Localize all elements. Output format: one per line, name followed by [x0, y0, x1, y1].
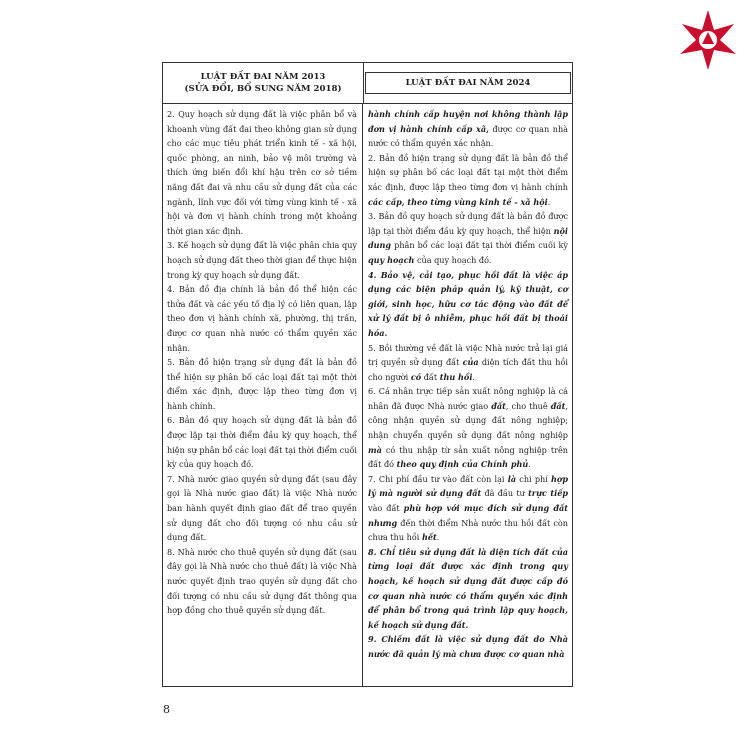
law-2024-paragraph	[368, 268, 568, 341]
law-2024-text-run: 3. Bản đồ quy hoạch sử dụng đất là bản đồ được lập tại thời điểm đầu kỳ quy hoạch, thể hiện	[368, 211, 568, 236]
law-2024-text-run: 4. Bảo vệ, cải tạo, phục hồi đất là việc áp dụng các biện pháp quản lý, kỹ thuật, cơ giới, sinh học, hữu cơ tác động vào đất để xử lý đất bị ô nhiễm, phục hồi đất bị thoái hóa.	[368, 269, 568, 338]
law-2024-paragraph	[368, 472, 568, 545]
law-2013-text-run: 2. Quy hoạch sử dụng đất là việc phân bổ và khoanh vùng đất đai theo không gian sử dụng cho các mục tiêu phát triển kinh tế - xã hội, quốc phòng, an ninh, bảo vệ môi trường và thích ứng biến đổi khí hậu trên cơ sở tiềm năng đất đai và nhu cầu sử dụng đất của các ngành, lĩnh vực đối với từng vùng kinh tế - xã hội và đơn vị hành chính trong một khoảng thời gian xác định.	[167, 109, 357, 236]
law-2013-text-run: 3. Kế hoạch sử dụng đất là việc phân chia quy hoạch sử dụng đất theo thời gian để thực hiện trong kỳ quy hoạch sử dụng đất.	[167, 240, 357, 280]
law-2024-text-run: có	[410, 371, 422, 382]
law-2024-paragraph	[368, 209, 568, 267]
law-2024-text-run: 6. Cá nhân trực tiếp sản xuất nông nghiệp là cá nhân đã được Nhà nước giao	[368, 386, 568, 411]
table-body-row	[163, 104, 572, 686]
law-2013-text-run: 8. Nhà nước cho thuê quyền sử dụng đất (sau đây gọi là Nhà nước cho thuê đất) là việc Nhà nước quyết định trao quyền sử dụng đất cho đối tượng có nhu cầu sử dụng đất thông qua hợp đồng cho thuê quyền sử dụng đất.	[167, 546, 357, 616]
law-2024-paragraph	[368, 341, 568, 385]
law-2024-text-run: đã đầu tư	[481, 488, 529, 499]
law-2024-text-run: là	[507, 473, 517, 484]
header-law-2013	[163, 63, 364, 103]
law-2024-paragraph	[368, 545, 568, 633]
law-2024-text-run: phân bổ các loại đất tại thời điểm cuối kỳ	[391, 240, 568, 251]
law-2024-text-run: của	[462, 357, 479, 368]
law-2013-text-run: 6. Bản đồ quy hoạch sử dụng đất là bản đồ được lập tại thời điểm đầu kỳ quy hoạch, thể hiện sự phân bổ các loại đất tại thời điểm cuối kỳ của quy hoạch đó.	[167, 415, 357, 470]
law-2013-text-run: 4. Bản đồ địa chính là bản đồ thể hiện các thửa đất và các yếu tố địa lý có liên quan, lập theo đơn vị hành chính xã, phường, thị trấn, được cơ quan nhà nước có thẩm quyền xác nhận.	[167, 284, 357, 353]
law-2024-text-run: 8. Chỉ tiêu sử dụng đất là diện tích đất của từng loại đất được xác định trong quy hoạch, kế hoạch sử dụng đất được cấp đó cơ quan nhà nước có thẩm quyền xác định để phân bổ trong quá trình lập quy hoạch, kế hoạch sử dụng đất.	[368, 546, 568, 630]
law-2024-text-run: hết	[421, 532, 437, 543]
header-law-2013-subtitle: (SỬA ĐỔI, BỔ SUNG NĂM 2018)	[184, 84, 342, 94]
law-2024-text-run: vào đất	[368, 503, 404, 514]
law-2024-paragraph	[368, 384, 568, 472]
law-2024-text-run: đất	[550, 400, 566, 411]
law-2024-text-run: 2. Bản đồ hiện trạng sử dụng đất là bản đồ thể hiện sự phân bố các loại đất tại một thời điểm xác định, được lập theo từng đơn vị hành chính	[368, 152, 568, 192]
law-2024-text-run: đất	[491, 400, 506, 411]
law-2013-text-run: 5. Bản đồ hiện trạng sử dụng đất là bản đồ thể hiện sự phân bố các loại đất tại một thời điểm xác định, được lập theo từng đơn vị hành chính.	[167, 357, 357, 411]
law-2013-paragraph	[167, 107, 357, 238]
table-header-row	[163, 63, 572, 104]
header-law-2024-title: LUẬT ĐẤT ĐAI NĂM 2024	[365, 72, 572, 94]
law-2024-text-run: , công nhận quyền sử dụng đất nông nghiệp; nhận chuyển quyền sử dụng đất nông nghiệp	[368, 400, 568, 441]
comparison-table	[162, 62, 573, 687]
law-2024-text-run: diện tích đất thu hồi cho người	[368, 357, 568, 382]
law-2013-paragraph	[167, 545, 357, 618]
law-2024-text-run: .	[472, 371, 475, 382]
law-2024-text-run: của quy hoạch đó.	[414, 254, 492, 265]
header-law-2013-title: LUẬT ĐẤT ĐAI NĂM 2013	[200, 72, 326, 82]
law-2024-text-run: mà	[368, 444, 382, 455]
law-2024-text-run: .	[528, 459, 531, 470]
law-2024-text-run: theo quy định của Chính phủ	[396, 459, 529, 470]
law-2024-text-run: hành chính cấp huyện nơi không thành lập đơn vị hành chính cấp xã,	[368, 109, 568, 134]
law-2024-text-run: chi phí	[516, 473, 552, 484]
law-2024-text-run: phù hợp với mục đích sử dụng đất nhưng	[368, 503, 569, 528]
law-2024-text-run: các cấp, theo từng vùng kinh tế - xã hội	[368, 196, 548, 207]
header-law-2024	[364, 63, 572, 103]
law-2024-text-run: 7. Chi phí đầu tư vào đất còn lại	[368, 473, 508, 484]
law-2024-paragraph	[368, 632, 568, 661]
law-2024-text-run: có thu nhập từ sản xuất nông nghiệp trên đất đó	[368, 444, 568, 470]
law-2024-text-run: 5. Bồi thường về đất là việc Nhà nước trả lại giá trị quyền sử dụng đất	[368, 342, 568, 368]
law-2013-paragraph	[167, 355, 357, 413]
law-2024-text-run: đến thời điểm Nhà nước thu hồi đất còn chưa thu hồi	[368, 517, 568, 543]
law-2024-text-run: .	[547, 196, 551, 207]
law-2013-paragraph	[167, 282, 357, 355]
law-2024-column	[363, 104, 572, 686]
publisher-star-logo-icon	[676, 8, 740, 72]
law-2013-text-run: 7. Nhà nước giao quyền sử dụng đất (sau đây gọi là Nhà nước giao đất) là việc Nhà nước ban hành quyết định giao đất để trao quyền sử dụng đất cho đối tượng có nhu cầu sử dụng đất.	[167, 473, 357, 543]
law-2013-paragraph	[167, 413, 357, 471]
law-2013-column	[163, 104, 363, 686]
law-2024-text-run: được cơ quan nhà nước có thẩm quyền xác nhận.	[368, 123, 568, 149]
law-2024-text-run: hợp lý mà người sử dụng đất	[368, 473, 568, 499]
law-2024-text-run: nội dung	[368, 225, 568, 251]
law-2024-paragraph	[368, 107, 568, 151]
law-2024-text-run: .	[436, 532, 440, 543]
law-2024-text-run: , cho thuê	[505, 400, 551, 411]
law-2013-paragraph	[167, 472, 357, 545]
law-2024-text-run: quy hoạch	[368, 254, 415, 265]
law-2024-text-run: thu hồi	[439, 371, 473, 382]
law-2024-text-run: đất	[421, 371, 440, 382]
law-2024-paragraph	[368, 151, 568, 209]
law-2013-paragraph	[167, 238, 357, 282]
page-number: 8	[163, 703, 170, 716]
law-2024-text-run: 9. Chiếm đất là việc sử dụng đất do Nhà nước đã quản lý mà chưa được cơ quan nhà	[368, 634, 568, 659]
law-2024-text-run: trực tiếp	[528, 488, 569, 499]
